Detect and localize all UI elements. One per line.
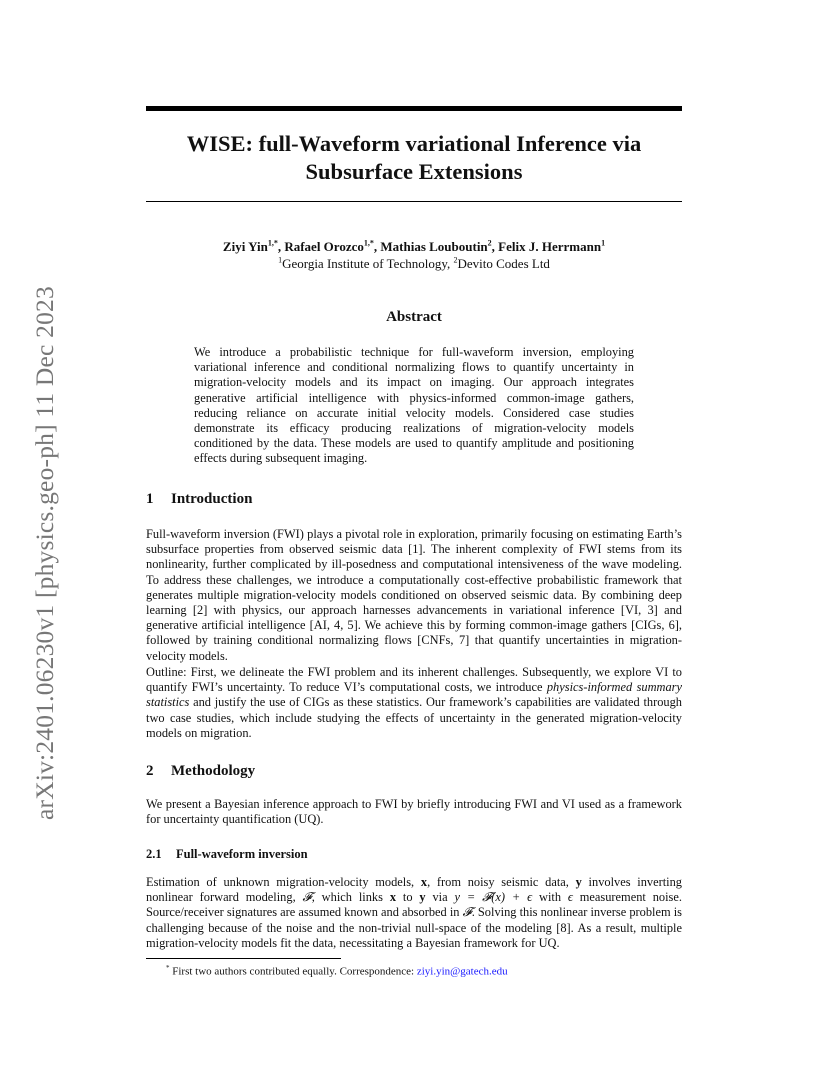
title-top-rule bbox=[146, 106, 682, 111]
affiliation-2: Devito Codes Ltd bbox=[457, 256, 550, 271]
subsection-number: 2.1 bbox=[146, 847, 162, 861]
section-title: Methodology bbox=[171, 763, 256, 779]
title-bottom-rule bbox=[146, 201, 682, 202]
abstract-text: We introduce a probabilistic technique for full-waveform inversion, employing variational inference and conditional normalizing flows to quantify uncertainty in migration-velocity models and its impact on imaging. Our approach integrates generative artificial intelligence with physics-informed common-image gathers, reducing reliance on accurate initial velocity models. Considered case studies demonstrate its efficacy producing realizations of migration-velocity models conditioned by the data. These models are used to quantify amplitude and positioning effects during subsequent imaging. bbox=[194, 345, 634, 466]
subsection-fwi-heading bbox=[146, 847, 308, 862]
affiliations: $^1$Georgia Institute of Technology, $^2$Devito Codes Ltd bbox=[278, 255, 550, 271]
author-3-affil: 2 bbox=[487, 238, 492, 248]
section-introduction-heading bbox=[146, 491, 252, 508]
title-line-2: Subsurface Extensions bbox=[305, 159, 523, 184]
intro-paragraph-2: Outline: First, we delineate the FWI problem and its inherent challenges. Subsequently, we explore VI to quantify FWI’s uncertainty. To reduce VI’s computational costs, we introduce physics-informed summary statistics and justify the use of CIGs as these statistics. Our framework’s capabilities are validated through two case studies, which include studying the effects of uncertainty in the generated migration-velocity models on migration. bbox=[146, 665, 683, 740]
section-number: 1 bbox=[146, 491, 154, 507]
author-3: Mathias Louboutin bbox=[380, 239, 488, 254]
author-4-affil: 1 bbox=[601, 238, 606, 248]
section-title: Introduction bbox=[171, 491, 253, 507]
author-2-affil: 1,* bbox=[363, 238, 374, 248]
intro-paragraph-1: Full-waveform inversion (FWI) plays a pivotal role in exploration, primarily focusing on estimating Earth’s subsurface properties from observed seismic data [1]. The inherent complexity of FWI stems from its nonlinearity, further complicated by ill-posedness and computational intensiveness of the wave modeling. To address these challenges, we introduce a computationally cost-effective probabilistic framework that generates multiple migration-velocity models conditioned on observed seismic data. By combining deep learning [2] with physics, our approach harnesses advancements in variational inference [VI, 3] and generative artificial intelligence [AI, 4, 5]. We achieve this by forming common-image gathers [CIGs, 6], followed by training conditional normalizing flows [CNFs, 7] that quantify uncertainties in migration-velocity models. bbox=[146, 527, 682, 663]
author-4: Felix J. Herrmann bbox=[498, 239, 602, 254]
author-1-affil: 1,* bbox=[267, 238, 278, 248]
author-2: Rafael Orozco bbox=[284, 239, 364, 254]
footnote: * First two authors contributed equally. Correspondence: ziyi.yin@gatech.edu bbox=[166, 964, 508, 978]
author-names: Ziyi Yin$^{1,*}$, Rafael Orozco$^{1,*}$, Mathias Louboutin$^2$, Felix J. Herrmann$^1$ bbox=[222, 238, 606, 254]
arxiv-identifier: arXiv:2401.06230v1 [physics.geo-ph] 11 Dec 2023 bbox=[30, 286, 59, 820]
title-line-1: WISE: full-Waveform variational Inference via bbox=[186, 131, 642, 156]
footnote-rule bbox=[146, 958, 341, 959]
section-number: 2 bbox=[146, 763, 154, 779]
fwi-paragraph: Estimation of unknown migration-velocity models, x, from noisy seismic data, y involves inverting nonlinear forward modeling, 𝓕, which links x to y via y = 𝓕(x) + ϵ with ϵ measurement noise. Source/receiver signatures are assumed known and absorbed in 𝓕. Solving this nonlinear inverse problem is challenging because of the noise and the non-trivial null-space of the modeling [8]. As a result, multiple migration-velocity models fit the data, necessitating a Bayesian framework for UQ. bbox=[146, 875, 682, 950]
paper-title bbox=[146, 130, 682, 186]
methodology-paragraph-1: We present a Bayesian inference approach to FWI by briefly introducing FWI and VI used as a framework for uncertainty quantification (UQ). bbox=[146, 797, 682, 827]
affiliation-1: Georgia Institute of Technology, bbox=[282, 256, 454, 271]
forward-model-equation: y = 𝓕(x) + ϵ bbox=[454, 890, 533, 905]
author-block bbox=[146, 238, 682, 272]
emphasis-physics-informed: physics-informed summary statistics bbox=[146, 680, 683, 710]
section-methodology-heading bbox=[146, 763, 255, 780]
subsection-title: Full-waveform inversion bbox=[176, 847, 308, 861]
abstract-heading: Abstract bbox=[386, 309, 442, 325]
correspondence-email-link[interactable]: ziyi.yin@gatech.edu bbox=[416, 965, 508, 978]
author-1: Ziyi Yin bbox=[222, 239, 268, 254]
